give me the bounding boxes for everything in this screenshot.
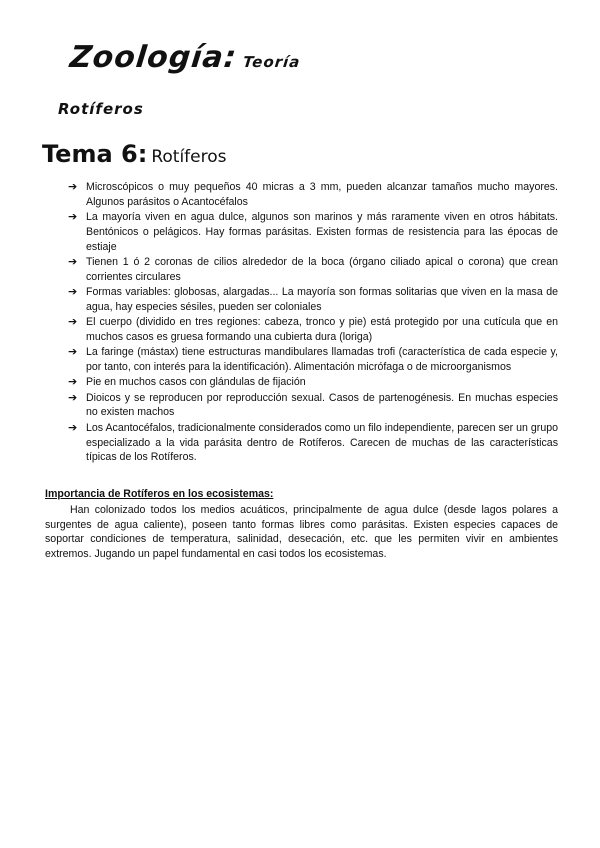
list-item (68, 180, 558, 210)
list-item-text: Pie en muchos casos con glándulas de fijación (86, 376, 306, 389)
tema-heading (42, 140, 226, 168)
importance-section (45, 487, 558, 562)
list-item (68, 315, 558, 345)
right-arrow-icon: ➔ (68, 390, 78, 404)
right-arrow-icon: ➔ (68, 345, 78, 359)
right-arrow-icon: ➔ (68, 180, 78, 193)
importance-title: Importancia de Rotíferos en los ecosistemas: (45, 488, 274, 500)
list-item (68, 421, 558, 465)
bullet-list (68, 180, 558, 466)
list-item (68, 210, 558, 254)
list-item-text: El cuerpo (dividido en tres regiones: cabeza, tronco y pie) está protegido por una cutícula que en muchos casos es gruesa formando una cubierta dura (loriga) (86, 316, 558, 343)
list-item-text: La faringe (mástax) tiene estructuras mandibulares llamadas trofi (característica de cada especie y, por tanto, con interés para la identificación). Alimentación micrófaga o de microorganismos (86, 346, 558, 374)
list-item-text: Los Acantocéfalos, tradicionalmente considerados como un filo independiente, parecen ser un grupo especializado a la vida parásita dentro de Rotíferos. Carecen de muchas de las características típicas de los Rotíferos. (86, 421, 558, 464)
list-item-text: La mayoría viven en agua dulce, algunos son marinos y más raramente viven en otros hábitats. Bentónicos o pelágicos. Hay formas parásitas. Existen formas de resistencia para las épocas de estiaje (86, 211, 558, 253)
right-arrow-icon: ➔ (68, 375, 78, 389)
list-item (68, 375, 558, 390)
right-arrow-icon: ➔ (68, 254, 78, 268)
list-item-text: Formas variables: globosas, alargadas... La mayoría son formas solitarias que viven en la masa de agua, hay especies sésiles, pueden ser coloniales (86, 286, 558, 313)
title-main: Zoología: (68, 40, 239, 75)
importance-body: Han colonizado todos los medios acuáticos, principalmente de agua dulce (desde lagos polares a surgentes de agua caliente), poseen tanto formas libres como parásitas. Existen especies capaces de soportar condiciones de temperatura, salinidad, desecación, etc. que les permiten vivir en ambientes extremos. Jugando un papel fundamental en casi todos los ecosistemas. (45, 503, 558, 561)
tema-number: Tema 6: (42, 140, 148, 168)
list-item-text: Dioicos y se reproducen por reproducción sexual. Casos de partenogénesis. En muchas especies no existen machos (86, 391, 558, 419)
list-item (68, 391, 558, 421)
list-item (68, 345, 558, 375)
right-arrow-icon: ➔ (68, 420, 78, 434)
document-title (70, 40, 300, 75)
list-item-text: Microscópicos o muy pequeños 40 micras a 3 mm, pueden alcanzar tamaños mucho mayores. Algunos parásitos o Acantocéfalos (86, 181, 558, 208)
list-item (68, 285, 558, 315)
right-arrow-icon: ➔ (68, 210, 78, 224)
list-item-text: Tienen 1 ó 2 coronas de cilios alrededor de la boca (órgano ciliado apical o corona) que crean corrientes circulares (86, 255, 558, 283)
list-item (68, 255, 558, 285)
title-sub: Teoría (241, 53, 302, 71)
right-arrow-icon: ➔ (68, 285, 78, 299)
right-arrow-icon: ➔ (68, 315, 78, 329)
subject-heading: Rotíferos (58, 100, 144, 118)
tema-name: Rotíferos (151, 147, 227, 167)
